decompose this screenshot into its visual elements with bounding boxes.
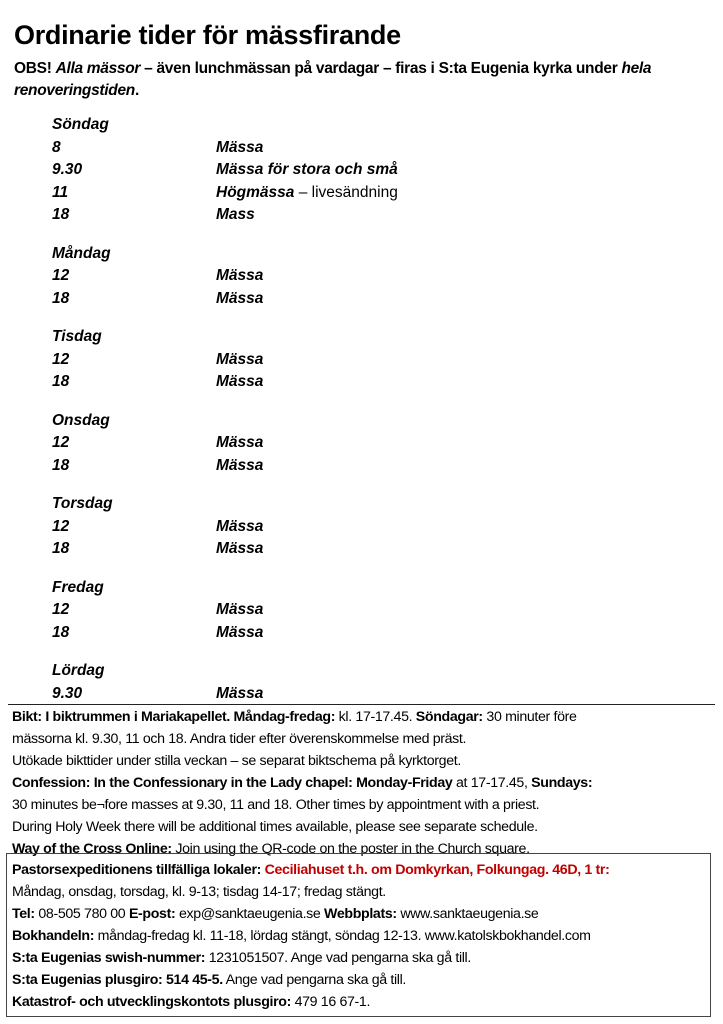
parish-info-box: [6, 853, 711, 1017]
swish-label: S:ta Eugenias swish-nummer:: [12, 950, 206, 966]
mass-label: Mässa: [216, 684, 264, 702]
email-label: E-post:: [128, 906, 176, 922]
mass-label: Mässa: [216, 540, 264, 557]
office-address: Ceciliahuset t.h. om Domkyrkan, Folkungag. 46D, 1 tr:: [261, 862, 610, 878]
confession-line-3: During Holy Week there will be additional times available, please see separate schedule.: [12, 819, 538, 835]
mass-time: 18: [52, 456, 70, 474]
day-torsdag: [52, 493, 452, 561]
mass-label: Mässa: [216, 456, 264, 474]
tel-label: Tel:: [12, 906, 35, 922]
confession-line: [12, 772, 717, 794]
mass-time: 18: [52, 289, 70, 307]
bikt-line-2: mässorna kl. 9.30, 11 och 18. Andra tider efter överenskommelse med präst.: [12, 731, 467, 747]
swish-line: [12, 947, 705, 969]
tel-value: 08-505 780 00: [34, 906, 129, 922]
mass-row: [52, 265, 452, 288]
notice-middle: – även lunchmässan på vardagar – firas i S:ta Eugenia kyrka under: [140, 60, 622, 77]
day-sondag: [52, 114, 452, 227]
katastrof-line: [12, 991, 705, 1013]
bikt-label: Bikt: I biktrummen i Mariakapellet. Måndag-fredag:: [12, 709, 336, 725]
mass-time: 12: [52, 434, 70, 451]
day-fredag: [52, 577, 452, 645]
mass-time: 8: [52, 138, 61, 156]
livestream-note: – livesändning: [294, 183, 398, 201]
day-label: Onsdag: [52, 411, 110, 429]
mass-row: [52, 204, 452, 227]
obs-label: OBS!: [14, 60, 52, 77]
sondagar-label: Söndagar:: [415, 709, 483, 725]
mass-time: 11: [52, 183, 69, 201]
mass-row: [52, 137, 452, 160]
day-label: Tisdag: [52, 328, 102, 345]
confession-info: [12, 706, 717, 860]
mass-row: [52, 432, 452, 455]
mass-time: 18: [52, 206, 70, 223]
office-line: [12, 859, 705, 881]
plusgiro-value: Ange vad pengarna ska gå till.: [222, 972, 406, 988]
mass-row: [52, 288, 452, 311]
renovation-notice: [14, 58, 714, 102]
mass-label: Mässa: [216, 267, 264, 284]
email-link[interactable]: exp@sanktaeugenia.se: [175, 906, 325, 922]
mass-label: Mässa: [216, 434, 264, 451]
mass-time: 12: [52, 350, 70, 368]
mass-row: [52, 622, 452, 645]
katastrof-label: Katastrof- och utvecklingskontots plusgiro:: [12, 994, 291, 1010]
mass-row: [52, 538, 452, 561]
day-label: Måndag: [52, 244, 111, 262]
bookshop-line: [12, 925, 705, 947]
mass-time: 18: [52, 623, 70, 641]
mass-time: 18: [52, 373, 70, 390]
mass-row: [52, 182, 452, 205]
day-label: Fredag: [52, 578, 104, 596]
mass-label: Mass: [216, 206, 255, 223]
day-label: Söndag: [52, 116, 109, 133]
day-tisdag: [52, 326, 452, 394]
mass-label: Mässa: [216, 517, 264, 535]
day-lordag: [52, 660, 452, 705]
swish-value: 1231051507. Ange vad pengarna ska gå till.: [205, 950, 471, 966]
office-label: Pastorsexpeditionens tillfälliga lokaler:: [12, 862, 261, 878]
mass-label: Mässa: [216, 623, 264, 641]
confession-time: at 17-17.45,: [452, 775, 532, 791]
mass-time: 9.30: [52, 161, 83, 178]
contact-line: [12, 903, 705, 925]
confession-line-2: 30 minutes be¬fore masses at 9.30, 11 and 18. Other times by appointment with a priest.: [12, 797, 540, 813]
mass-label: Mässa: [216, 138, 264, 156]
mass-time: 12: [52, 267, 70, 284]
mass-row: [52, 159, 452, 182]
notice-end: .: [134, 82, 139, 99]
section-divider: [8, 704, 715, 705]
mass-label: Mässa: [216, 350, 264, 368]
day-label: Lördag: [52, 662, 105, 679]
mass-row: [52, 371, 452, 394]
mass-time: 12: [52, 517, 70, 535]
mass-label: Mässa: [216, 601, 264, 618]
confession-label: Confession: In the Confessionary in the Lady chapel: Monday-Friday: [12, 775, 453, 791]
website-link[interactable]: www.sanktaeugenia.se: [396, 906, 539, 922]
mass-row: [52, 516, 452, 539]
katastrof-value: 479 16 67-1.: [290, 994, 371, 1010]
mass-label: Mässa: [216, 373, 264, 390]
page-title: Ordinarie tider för mässfirande: [14, 20, 401, 50]
notice-alla: Alla mässor: [55, 60, 141, 77]
office-hours: Måndag, onsdag, torsdag, kl. 9-13; tisdag 14-17; fredag stängt.: [12, 884, 386, 900]
web-label: Webbplats:: [324, 906, 397, 922]
plusgiro-label: S:ta Eugenias plusgiro: 514 45-5.: [12, 972, 223, 988]
mass-row: [52, 349, 452, 372]
mass-time: 18: [52, 540, 70, 557]
mass-label: Mässa: [216, 289, 264, 307]
bookshop-label: Bokhandeln:: [12, 928, 95, 944]
mass-row: [52, 683, 452, 706]
day-mandag: [52, 243, 452, 311]
bikt-time: kl. 17-17.45.: [335, 709, 416, 725]
mass-label: Mässa för stora och små: [216, 161, 398, 178]
day-label: Torsdag: [52, 495, 113, 512]
mass-row: [52, 599, 452, 622]
way-text: Join using the QR-code on the poster in the Church square.: [171, 841, 530, 857]
sundays-label: Sundays:: [531, 775, 593, 791]
bikt-line-3: Utökade bikttider under stilla veckan – se separat biktschema på kyrktorget.: [12, 753, 461, 769]
mass-time: 9.30: [52, 684, 83, 702]
mass-row: [52, 455, 452, 478]
bikt-line: [12, 706, 717, 728]
bookshop-value: måndag-fredag kl. 11-18, lördag stängt, söndag 12-13. www.katolskbokhandel.com: [94, 928, 591, 944]
notice-hela: hela renoveringstiden: [14, 60, 652, 99]
sondagar-text: 30 minuter före: [482, 709, 577, 725]
mass-label: Högmässa: [216, 183, 295, 201]
plusgiro-line: [12, 969, 705, 991]
mass-time: 12: [52, 601, 70, 618]
way-label: Way of the Cross Online:: [12, 841, 172, 857]
day-onsdag: [52, 410, 452, 478]
mass-schedule: [52, 114, 452, 721]
